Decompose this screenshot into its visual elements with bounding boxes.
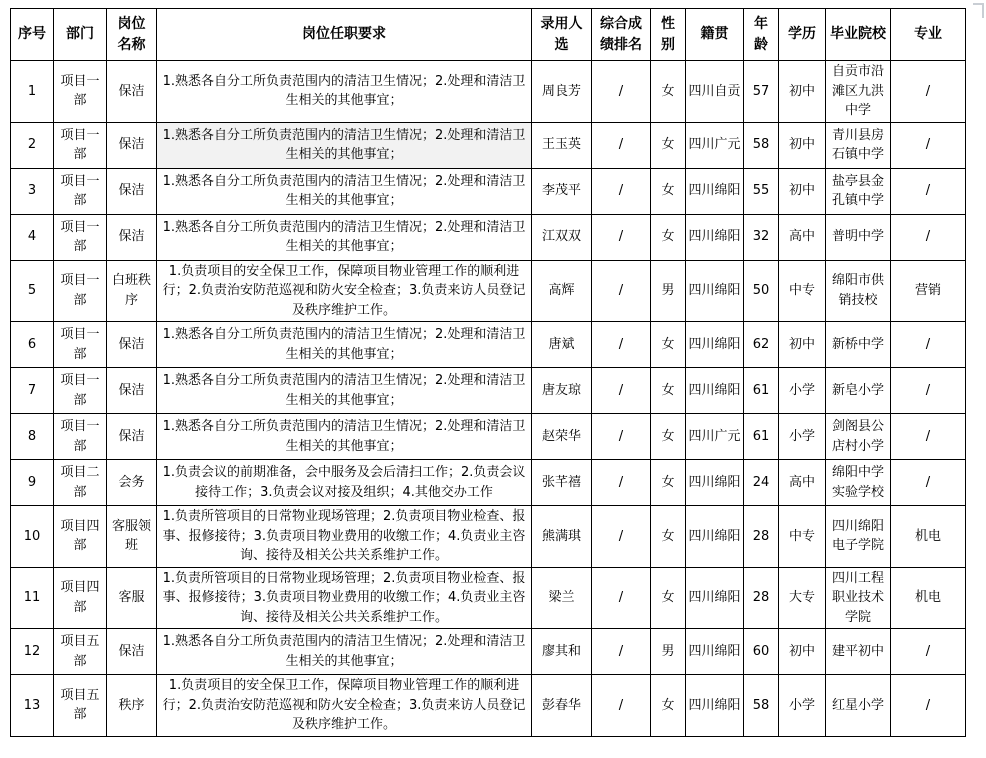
- cell-age: 58: [744, 122, 779, 168]
- cell-education: 初中: [779, 122, 826, 168]
- cell-major: 营销: [891, 260, 966, 322]
- cell-rank: /: [592, 414, 651, 460]
- cell-school: 四川绵阳电子学院: [826, 506, 891, 568]
- cell-dept: 项目五部: [54, 675, 107, 737]
- header-row: [11, 9, 966, 61]
- cell-age: 62: [744, 322, 779, 368]
- table-row: [11, 61, 966, 123]
- cell-requirements: 1.熟悉各自分工所负责范围内的清洁卫生情况；2.处理和清洁卫生相关的其他事宜；: [157, 322, 532, 368]
- cell-position: 秩序: [107, 675, 157, 737]
- cell-age: 58: [744, 675, 779, 737]
- cell-school: 建平初中: [826, 629, 891, 675]
- cell-requirements: 1.负责项目的安全保卫工作，保障项目物业管理工作的顺利进行；2.负责治安防范巡视和防火安全检查；3.负责来访人员登记及秩序维护工作。: [157, 675, 532, 737]
- cell-gender: 女: [651, 61, 686, 123]
- cell-dept: 项目一部: [54, 61, 107, 123]
- cell-major: /: [891, 61, 966, 123]
- header-hometown: 籍贯: [686, 9, 744, 61]
- cell-age: 28: [744, 567, 779, 629]
- cell-school: 绵阳中学实验学校: [826, 460, 891, 506]
- cell-age: 57: [744, 61, 779, 123]
- cell-education: 小学: [779, 414, 826, 460]
- header-no: 序号: [11, 9, 54, 61]
- header-major: 专业: [891, 9, 966, 61]
- cell-school: 剑阁县公店村小学: [826, 414, 891, 460]
- cell-position: 保洁: [107, 214, 157, 260]
- table-row: [11, 506, 966, 568]
- cell-education: 初中: [779, 629, 826, 675]
- cell-rank: /: [592, 61, 651, 123]
- cell-gender: 男: [651, 629, 686, 675]
- cell-major: /: [891, 368, 966, 414]
- cell-age: 50: [744, 260, 779, 322]
- cell-age: 28: [744, 506, 779, 568]
- cell-school: 盐亭县金孔镇中学: [826, 168, 891, 214]
- cell-hired: 王玉英: [532, 122, 592, 168]
- cell-school: 新皂小学: [826, 368, 891, 414]
- cell-dept: 项目一部: [54, 214, 107, 260]
- cell-education: 小学: [779, 675, 826, 737]
- cell-hometown: 四川广元: [686, 414, 744, 460]
- cell-requirements: 1.负责所管项目的日常物业现场管理；2.负责项目物业检查、报事、报修接待；3.负责项目物业费用的收缴工作；4.负责业主咨询、接待及相关公共关系维护工作。: [157, 567, 532, 629]
- cell-no: 8: [11, 414, 54, 460]
- cell-rank: /: [592, 629, 651, 675]
- cell-education: 大专: [779, 567, 826, 629]
- cell-gender: 女: [651, 122, 686, 168]
- cell-gender: 女: [651, 506, 686, 568]
- cell-education: 高中: [779, 214, 826, 260]
- table-row: [11, 414, 966, 460]
- cell-no: 9: [11, 460, 54, 506]
- cell-gender: 女: [651, 168, 686, 214]
- cell-rank: /: [592, 168, 651, 214]
- cell-education: 初中: [779, 61, 826, 123]
- cell-hired: 梁兰: [532, 567, 592, 629]
- header-age: 年龄: [744, 9, 779, 61]
- cell-rank: /: [592, 322, 651, 368]
- cell-position: 保洁: [107, 629, 157, 675]
- cell-hometown: 四川绵阳: [686, 629, 744, 675]
- cell-school: 自贡市沿滩区九洪中学: [826, 61, 891, 123]
- cell-dept: 项目五部: [54, 629, 107, 675]
- header-education: 学历: [779, 9, 826, 61]
- cell-no: 10: [11, 506, 54, 568]
- cell-requirements: 1.熟悉各自分工所负责范围内的清洁卫生情况；2.处理和清洁卫生相关的其他事宜；: [157, 61, 532, 123]
- cell-gender: 女: [651, 368, 686, 414]
- table-row: [11, 214, 966, 260]
- cell-gender: 女: [651, 414, 686, 460]
- cell-major: /: [891, 629, 966, 675]
- cell-rank: /: [592, 506, 651, 568]
- cell-education: 初中: [779, 322, 826, 368]
- cell-hired: 彭春华: [532, 675, 592, 737]
- cell-school: 绵阳市供销技校: [826, 260, 891, 322]
- cell-position: 会务: [107, 460, 157, 506]
- table-row: [11, 368, 966, 414]
- cell-requirements: 1.熟悉各自分工所负责范围内的清洁卫生情况；2.处理和清洁卫生相关的其他事宜；: [157, 414, 532, 460]
- cell-no: 6: [11, 322, 54, 368]
- cell-requirements: 1.熟悉各自分工所负责范围内的清洁卫生情况；2.处理和清洁卫生相关的其他事宜；: [157, 122, 532, 168]
- cell-age: 24: [744, 460, 779, 506]
- cell-requirements: 1.熟悉各自分工所负责范围内的清洁卫生情况；2.处理和清洁卫生相关的其他事宜；: [157, 168, 532, 214]
- cell-rank: /: [592, 260, 651, 322]
- cell-school: 青川县房石镇中学: [826, 122, 891, 168]
- cell-position: 白班秩序: [107, 260, 157, 322]
- recruitment-roster-table: [10, 8, 966, 737]
- cell-requirements: 1.负责所管项目的日常物业现场管理；2.负责项目物业检查、报事、报修接待；3.负责项目物业费用的收缴工作；4.负责业主咨询、接待及相关公共关系维护工作。: [157, 506, 532, 568]
- header-gender: 性别: [651, 9, 686, 61]
- header-rank: 综合成绩排名: [592, 9, 651, 61]
- cell-dept: 项目二部: [54, 460, 107, 506]
- cell-hometown: 四川广元: [686, 122, 744, 168]
- cell-rank: /: [592, 567, 651, 629]
- cell-hired: 江双双: [532, 214, 592, 260]
- cell-no: 11: [11, 567, 54, 629]
- header-position: 岗位名称: [107, 9, 157, 61]
- cell-hired: 李茂平: [532, 168, 592, 214]
- cell-major: /: [891, 214, 966, 260]
- cell-hometown: 四川绵阳: [686, 675, 744, 737]
- cell-gender: 女: [651, 214, 686, 260]
- cell-school: 四川工程职业技术学院: [826, 567, 891, 629]
- cell-no: 5: [11, 260, 54, 322]
- cell-position: 保洁: [107, 368, 157, 414]
- cell-dept: 项目一部: [54, 414, 107, 460]
- cell-hired: 唐友琼: [532, 368, 592, 414]
- cell-no: 4: [11, 214, 54, 260]
- cell-dept: 项目一部: [54, 260, 107, 322]
- cell-position: 保洁: [107, 61, 157, 123]
- cell-gender: 女: [651, 567, 686, 629]
- cell-dept: 项目一部: [54, 322, 107, 368]
- cell-no: 3: [11, 168, 54, 214]
- cell-age: 55: [744, 168, 779, 214]
- cell-major: /: [891, 414, 966, 460]
- table-row: [11, 168, 966, 214]
- cell-requirements: 1.负责项目的安全保卫工作，保障项目物业管理工作的顺利进行；2.负责治安防范巡视和防火安全检查；3.负责来访人员登记及秩序维护工作。: [157, 260, 532, 322]
- table-row: [11, 675, 966, 737]
- cell-position: 保洁: [107, 322, 157, 368]
- cell-no: 7: [11, 368, 54, 414]
- cell-education: 中专: [779, 506, 826, 568]
- cell-dept: 项目四部: [54, 567, 107, 629]
- cell-hometown: 四川绵阳: [686, 506, 744, 568]
- cell-position: 客服领班: [107, 506, 157, 568]
- cell-hired: 赵荣华: [532, 414, 592, 460]
- cell-no: 12: [11, 629, 54, 675]
- cell-major: /: [891, 122, 966, 168]
- cell-gender: 女: [651, 322, 686, 368]
- table-body: [11, 61, 966, 737]
- cell-school: 新桥中学: [826, 322, 891, 368]
- cell-major: /: [891, 675, 966, 737]
- cell-education: 高中: [779, 460, 826, 506]
- table-row: [11, 260, 966, 322]
- cell-school: 红星小学: [826, 675, 891, 737]
- cell-hired: 熊满琪: [532, 506, 592, 568]
- cell-school: 普明中学: [826, 214, 891, 260]
- cell-position: 保洁: [107, 122, 157, 168]
- table-header: [11, 9, 966, 61]
- cell-no: 1: [11, 61, 54, 123]
- cell-gender: 男: [651, 260, 686, 322]
- cell-hometown: 四川绵阳: [686, 567, 744, 629]
- cell-hometown: 四川自贡: [686, 61, 744, 123]
- cell-rank: /: [592, 460, 651, 506]
- cell-major: 机电: [891, 506, 966, 568]
- cell-major: /: [891, 168, 966, 214]
- cell-education: 中专: [779, 260, 826, 322]
- header-requirements: 岗位任职要求: [157, 9, 532, 61]
- table-row: [11, 567, 966, 629]
- cell-no: 13: [11, 675, 54, 737]
- header-school: 毕业院校: [826, 9, 891, 61]
- cell-major: 机电: [891, 567, 966, 629]
- cell-requirements: 1.熟悉各自分工所负责范围内的清洁卫生情况；2.处理和清洁卫生相关的其他事宜；: [157, 629, 532, 675]
- cell-hired: 廖其和: [532, 629, 592, 675]
- cell-hired: 高辉: [532, 260, 592, 322]
- cell-age: 61: [744, 368, 779, 414]
- cell-rank: /: [592, 214, 651, 260]
- cell-age: 60: [744, 629, 779, 675]
- table-row: [11, 322, 966, 368]
- cell-age: 61: [744, 414, 779, 460]
- cell-age: 32: [744, 214, 779, 260]
- cell-hometown: 四川绵阳: [686, 260, 744, 322]
- cell-hometown: 四川绵阳: [686, 460, 744, 506]
- cell-dept: 项目四部: [54, 506, 107, 568]
- cell-gender: 女: [651, 675, 686, 737]
- cell-requirements: 1.熟悉各自分工所负责范围内的清洁卫生情况；2.处理和清洁卫生相关的其他事宜；: [157, 214, 532, 260]
- cell-rank: /: [592, 122, 651, 168]
- cell-education: 初中: [779, 168, 826, 214]
- table-row: [11, 629, 966, 675]
- header-hired: 录用人选: [532, 9, 592, 61]
- cell-rank: /: [592, 675, 651, 737]
- cell-dept: 项目一部: [54, 168, 107, 214]
- table-row: [11, 122, 966, 168]
- corner-artifact: [973, 3, 984, 18]
- cell-position: 保洁: [107, 414, 157, 460]
- table-row: [11, 460, 966, 506]
- cell-hired: 唐斌: [532, 322, 592, 368]
- cell-gender: 女: [651, 460, 686, 506]
- cell-rank: /: [592, 368, 651, 414]
- cell-requirements: 1.负责会议的前期准备，会中服务及会后清扫工作；2.负责会议接待工作；3.负责会议对接及组织；4.其他交办工作: [157, 460, 532, 506]
- cell-position: 保洁: [107, 168, 157, 214]
- cell-hometown: 四川绵阳: [686, 368, 744, 414]
- cell-position: 客服: [107, 567, 157, 629]
- cell-hired: 张芊禧: [532, 460, 592, 506]
- cell-hired: 周良芳: [532, 61, 592, 123]
- cell-dept: 项目一部: [54, 368, 107, 414]
- header-dept: 部门: [54, 9, 107, 61]
- cell-no: 2: [11, 122, 54, 168]
- cell-major: /: [891, 460, 966, 506]
- cell-hometown: 四川绵阳: [686, 322, 744, 368]
- cell-hometown: 四川绵阳: [686, 168, 744, 214]
- cell-major: /: [891, 322, 966, 368]
- cell-requirements: 1.熟悉各自分工所负责范围内的清洁卫生情况；2.处理和清洁卫生相关的其他事宜；: [157, 368, 532, 414]
- cell-hometown: 四川绵阳: [686, 214, 744, 260]
- cell-dept: 项目一部: [54, 122, 107, 168]
- cell-education: 小学: [779, 368, 826, 414]
